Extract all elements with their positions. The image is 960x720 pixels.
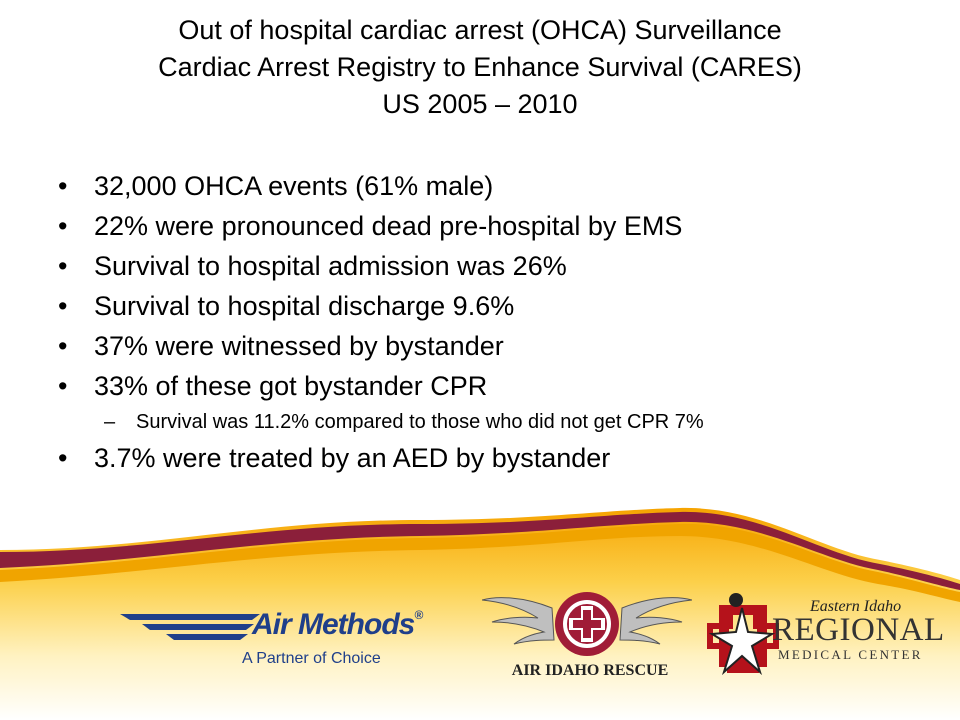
bullet-marker: • — [58, 443, 68, 473]
bullet-marker: • — [58, 211, 68, 241]
bullet-marker: • — [58, 371, 68, 401]
sub-bullet-marker: – — [104, 411, 116, 433]
bullet-item — [58, 246, 938, 286]
title-line-2: Cardiac Arrest Registry to Enhance Survival (CARES) — [158, 52, 802, 82]
bullet-text: Survival to hospital discharge 9.6% — [94, 291, 515, 321]
bullet-item — [58, 166, 938, 206]
bullet-item — [58, 326, 938, 366]
slide-title — [0, 12, 960, 123]
bullet-text: 37% were witnessed by bystander — [94, 331, 504, 361]
air-methods-name: Air Methods — [252, 608, 415, 641]
bullet-item — [58, 286, 938, 326]
bullet-text: 33% of these got bystander CPR — [94, 371, 488, 401]
bullet-text: 22% were pronounced dead pre-hospital by EMS — [94, 211, 683, 241]
registered-mark: ® — [414, 608, 423, 622]
title-line-1: Out of hospital cardiac arrest (OHCA) Surveillance — [178, 15, 782, 45]
eirmc-sub-text: MEDICAL CENTER — [778, 647, 923, 662]
bullet-item — [58, 366, 938, 406]
bullet-marker: • — [58, 171, 68, 201]
bullet-item — [58, 438, 938, 478]
eirmc-top-text: Eastern Idaho — [810, 598, 902, 615]
eirmc-main-text: REGIONAL — [772, 612, 945, 648]
eirmc-star-cross-icon — [702, 590, 782, 680]
air-methods-tagline: A Partner of Choice — [242, 650, 381, 667]
air-idaho-rescue-name: AIR IDAHO RESCUE — [511, 662, 669, 679]
air-methods-logo-text — [252, 608, 422, 642]
bullet-list — [58, 166, 938, 478]
bullet-text: 32,000 OHCA events (61% male) — [94, 171, 494, 201]
bullet-text: Survival to hospital admission was 26% — [94, 251, 567, 281]
title-line-3: US 2005 – 2010 — [382, 89, 578, 119]
air-idaho-wings-icon — [482, 588, 692, 662]
bullet-text: 3.7% were treated by an AED by bystander — [94, 443, 611, 473]
bullet-marker: • — [58, 291, 68, 321]
bullet-item — [58, 206, 938, 246]
sub-bullet-text: Survival was 11.2% compared to those who did not get CPR 7% — [136, 411, 704, 433]
sub-bullet-item — [58, 406, 938, 438]
bullet-marker: • — [58, 331, 68, 361]
air-methods-wing-icon — [120, 608, 260, 644]
bullet-marker: • — [58, 251, 68, 281]
